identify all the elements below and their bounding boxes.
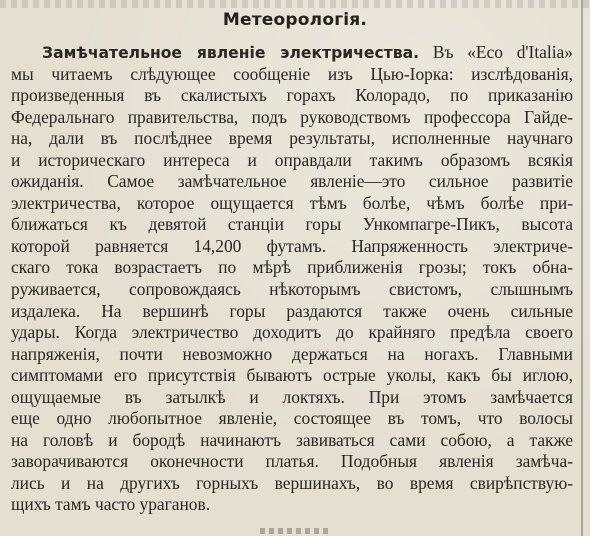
article-line: и историческаго интереса и оправдали такимъ образомъ всякія bbox=[11, 149, 573, 170]
article-line: удары. Когда электричество доходитъ до крайняго предѣла своего bbox=[11, 322, 573, 343]
article-line: на, дали въ послѣднее время результаты, исполненные научнаго bbox=[11, 128, 573, 149]
article-line: ближаться къ девятой станціи горы Ункомпагре-Пикъ, высота bbox=[11, 214, 573, 235]
next-text-fragment bbox=[260, 528, 330, 534]
article-line: щихъ тамъ часто ураганов. bbox=[11, 494, 211, 515]
article-line: симптомами его присутствія бываютъ острые уколы, какъ бы иглою, bbox=[11, 365, 573, 386]
article-line: напряженія, почти невозможно держаться на ногахъ. Главными bbox=[11, 343, 573, 364]
article-title: Замѣчательное явленіе электричества. bbox=[42, 44, 420, 62]
article-line: скаго тока возрастаетъ по мѣрѣ приближенія грозы; токъ обна- bbox=[11, 257, 573, 278]
article-line: произведенныя въ скалистыхъ горахъ Колорадо, по приказанію bbox=[11, 85, 573, 106]
column-rule bbox=[581, 0, 583, 536]
article-line: которой равняется 14,200 футамъ. Напряженность электриче- bbox=[11, 235, 573, 256]
article-line: еще одно любопытное явленіе, состоящее въ томъ, что волосы bbox=[11, 408, 573, 429]
article-line: руживается, сопровождаясь нѣкоторымъ свистомъ, слышнымъ bbox=[11, 279, 573, 300]
article-line: электричества, которое ощущается тѣмъ болѣе, чѣмъ болѣе при- bbox=[11, 192, 573, 213]
article-line: ожиданія. Самое замѣчательное явленіе—это сильное развитіе bbox=[11, 171, 573, 192]
article-line: заворачиваются оконечности платья. Подобныя явленія замѣча- bbox=[11, 451, 573, 472]
article-body bbox=[11, 42, 573, 516]
article-line: Федеральнаго правительства, подъ руководствомъ профессора Гайде- bbox=[11, 106, 573, 127]
previous-text-fragment bbox=[0, 0, 590, 8]
article-line-text: Въ «Eco d'Italia» bbox=[432, 42, 573, 62]
article-line: на головѣ и бородѣ начинаютъ завиваться сами собою, а также bbox=[11, 429, 573, 450]
article-line: ощущаемые въ затылкѣ и локтяхъ. При этомъ замѣчается bbox=[11, 386, 573, 407]
section-heading: Метеорологія. bbox=[222, 10, 368, 30]
article-line bbox=[11, 42, 573, 64]
article-line: лись и на другихъ горныхъ вершинахъ, во время свирѣпствую- bbox=[11, 472, 573, 493]
article-line: мы читаемъ слѣдующее сообщеніе изъ Цью-Іорка: изслѣдованія, bbox=[11, 63, 573, 84]
article-line: издалека. На вершинѣ горы раздаются также очень сильные bbox=[11, 300, 573, 321]
